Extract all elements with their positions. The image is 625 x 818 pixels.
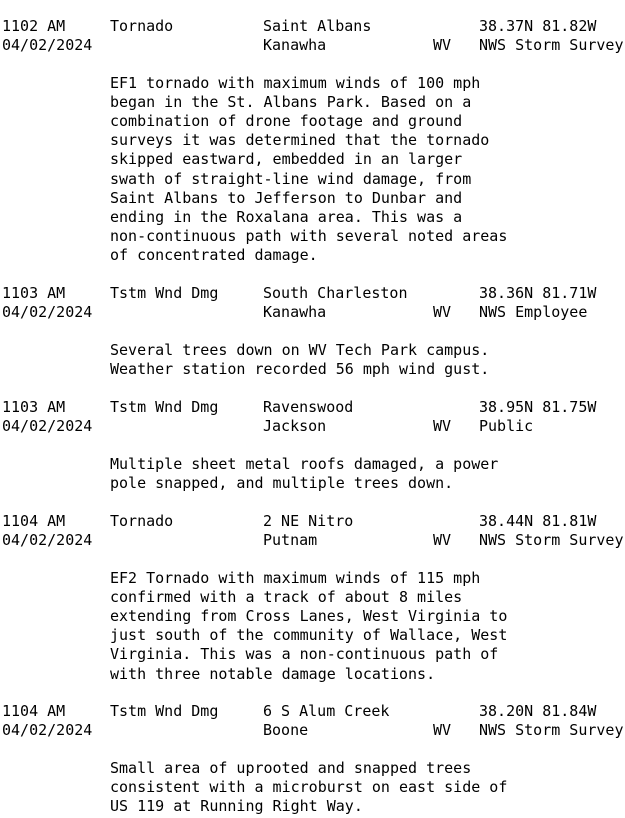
lat-lon: 38.44N 81.81W [479,512,597,530]
report-date: 04/02/2024 [2,417,93,435]
lat-lon: 38.20N 81.84W [479,702,597,720]
county-name: Jackson [263,417,327,435]
report-source: NWS Storm Survey [479,36,624,54]
remarks-line: non-continuous path with several noted areas [110,226,508,245]
report-date: 04/02/2024 [2,531,93,549]
remarks-line: EF1 tornado with maximum winds of 100 mph [110,74,481,92]
remarks-line: EF2 Tornado with maximum winds of 115 mph [110,569,481,587]
remarks-line: combination of drone footage and ground [110,112,463,131]
remarks-line: extending from Cross Lanes, West Virginia to [110,607,508,626]
report-source: NWS Storm Survey [479,531,624,549]
remarks-line: swath of straight-line wind damage, from [110,169,472,188]
event-type: Tstm Wnd Dmg [110,702,219,720]
report-source: Public [479,417,534,435]
report-source: NWS Employee [479,303,588,321]
state-code: WV [433,303,452,321]
county-name: Kanawha [263,36,327,54]
state-code: WV [433,36,452,54]
event-location: 6 S Alum Creek [263,702,390,720]
remarks-line: surveys it was determined that the tornado [110,131,490,150]
report-date: 04/02/2024 [2,303,93,321]
report-time: 1102 AM [2,17,66,35]
report-time: 1103 AM [2,398,66,416]
report-date: 04/02/2024 [2,721,93,739]
report-time: 1104 AM [2,702,66,720]
remarks-line: Weather station recorded 56 mph wind gust. [110,360,490,379]
event-type: Tornado [110,17,174,35]
event-type: Tornado [110,512,174,530]
event-type: Tstm Wnd Dmg [110,398,219,416]
report-source: NWS Storm Survey [479,721,624,739]
remarks-line: with three notable damage locations. [110,664,436,683]
event-type: Tstm Wnd Dmg [110,284,219,302]
lat-lon: 38.95N 81.75W [479,398,597,416]
remarks-line: Virginia. This was a non-continuous path of [110,645,499,664]
remarks-line: Several trees down on WV Tech Park campus. [110,341,490,359]
event-location: Ravenswood [263,398,354,416]
county-name: Boone [263,721,309,739]
lat-lon: 38.36N 81.71W [479,284,597,302]
event-location: South Charleston [263,284,408,302]
state-code: WV [433,417,452,435]
remarks-line: confirmed with a track of about 8 miles [110,588,463,607]
remarks-line: ending in the Roxalana area. This was a [110,207,463,226]
remarks-line: Small area of uprooted and snapped trees [110,759,472,777]
remarks-line: skipped eastward, embedded in an larger [110,150,463,169]
state-code: WV [433,721,452,739]
remarks-line: consistent with a microburst on east side of [110,778,508,797]
remarks-line: began in the St. Albans Park. Based on a [110,93,472,112]
report-time: 1103 AM [2,284,66,302]
report-time: 1104 AM [2,512,66,530]
lat-lon: 38.37N 81.82W [479,17,597,35]
remarks-line: of concentrated damage. [110,245,318,264]
event-location: 2 NE Nitro [263,512,354,530]
remarks-line: pole snapped, and multiple trees down. [110,474,454,493]
state-code: WV [433,531,452,549]
county-name: Putnam [263,531,318,549]
county-name: Kanawha [263,303,327,321]
event-location: Saint Albans [263,17,372,35]
remarks-line: US 119 at Running Right Way. [110,797,363,816]
report-date: 04/02/2024 [2,36,93,54]
remarks-line: Multiple sheet metal roofs damaged, a power [110,455,499,473]
remarks-line: just south of the community of Wallace, West [110,626,508,645]
remarks-line: Saint Albans to Jefferson to Dunbar and [110,188,463,207]
